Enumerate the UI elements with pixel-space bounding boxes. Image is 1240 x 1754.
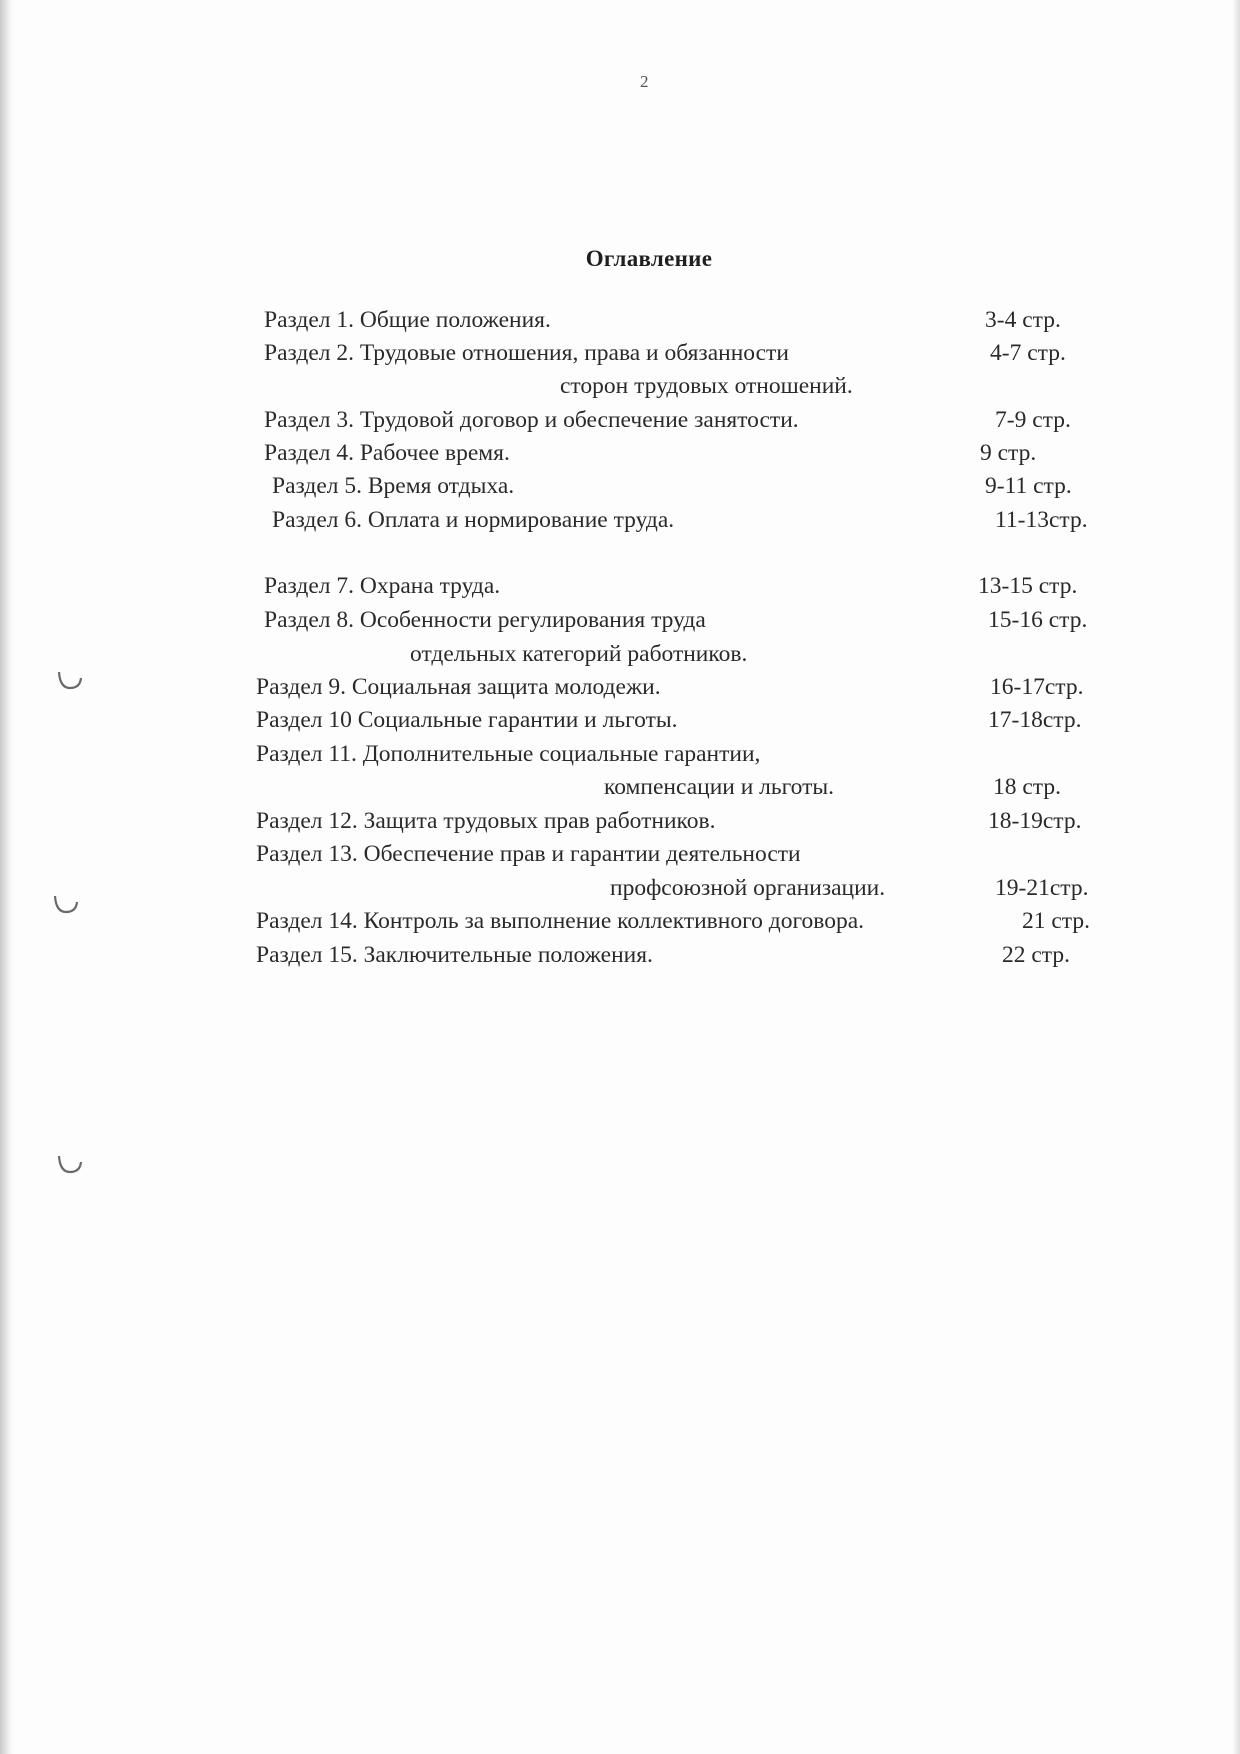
page-number: 2: [640, 72, 649, 91]
toc-entry-3-label: Раздел 3. Трудовой договор и обеспечение занятости.: [264, 407, 799, 433]
punch-hole-mark: [56, 1150, 84, 1178]
toc-entry-11-pages: 18 стр.: [993, 774, 1061, 800]
toc-entry-4-pages: 9 стр.: [980, 440, 1037, 466]
toc-entry-3-pages: 7-9 стр.: [995, 407, 1071, 433]
toc-entry-8-label: Раздел 8. Особенности регулирования труда: [264, 607, 706, 633]
toc-entry-15-label: Раздел 15. Заключительные положения.: [256, 942, 653, 968]
toc-entry-8-pages: 15-16 стр.: [988, 607, 1088, 633]
toc-entry-9-label: Раздел 9. Социальная защита молодежи.: [256, 674, 661, 700]
punch-hole-mark: [56, 666, 84, 694]
toc-entry-14-pages: 21 стр.: [1022, 908, 1090, 934]
toc-entry-8-label-cont: отдельных категорий работников.: [410, 641, 748, 667]
toc-entry-13-pages: 19-21стр.: [995, 875, 1089, 901]
toc-entry-14-label: Раздел 14. Контроль за выполнение коллективного договора.: [256, 908, 865, 934]
toc-entry-4-label: Раздел 4. Рабочее время.: [264, 440, 510, 466]
toc-entry-6-pages: 11-13стр.: [995, 507, 1088, 533]
toc-entry-9-pages: 16-17стр.: [990, 674, 1084, 700]
toc-entry-6-label: Раздел 6. Оплата и нормирование труда.: [272, 507, 675, 533]
toc-entry-13-label-cont: профсоюзной организации.: [610, 875, 886, 901]
toc-entry-7-pages: 13-15 стр.: [978, 573, 1078, 599]
punch-hole-mark: [52, 890, 80, 918]
toc-entry-15-pages: 22 стр.: [1002, 942, 1070, 968]
toc-entry-12-pages: 18-19стр.: [988, 808, 1082, 834]
toc-entry-11-label: Раздел 11. Дополнительные социальные гарантии,: [256, 741, 761, 767]
toc-entry-11-label-cont: компенсации и льготы.: [604, 774, 835, 800]
toc-title: Оглавление: [585, 246, 713, 271]
toc-entry-2-label-cont: сторон трудовых отношений.: [560, 373, 853, 399]
toc-entry-10-label: Раздел 10 Социальные гарантии и льготы.: [256, 707, 678, 733]
toc-entry-2-label: Раздел 2. Трудовые отношения, права и обязанности: [264, 340, 789, 366]
toc-entry-12-label: Раздел 12. Защита трудовых прав работников.: [256, 808, 716, 834]
toc-entry-13-label: Раздел 13. Обеспечение прав и гарантии деятельности: [256, 841, 801, 867]
toc-entry-10-pages: 17-18стр.: [988, 707, 1082, 733]
toc-entry-7-label: Раздел 7. Охрана труда.: [264, 573, 501, 599]
toc-entry-1-label: Раздел 1. Общие положения.: [264, 307, 551, 333]
toc-entry-2-pages: 4-7 стр.: [990, 340, 1066, 366]
toc-entry-5-pages: 9-11 стр.: [985, 473, 1072, 499]
toc-entry-1-pages: 3-4 стр.: [985, 307, 1061, 333]
toc-entry-5-label: Раздел 5. Время отдыха.: [272, 473, 515, 499]
